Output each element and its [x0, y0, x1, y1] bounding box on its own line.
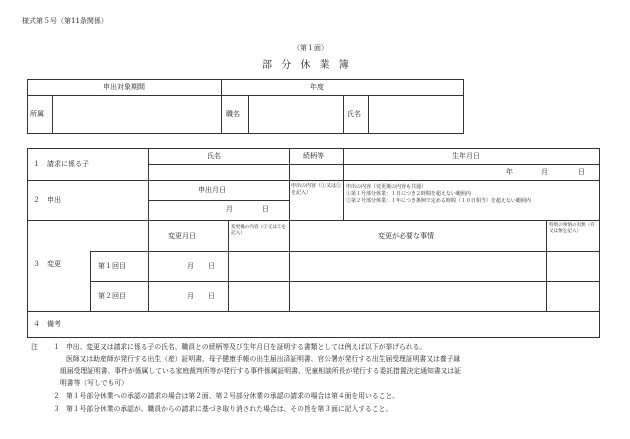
section-1-label: １ 請求に係る子 [33, 160, 89, 168]
birth-day-unit: 日 [578, 168, 585, 176]
section-4-label: ４ 備考 [33, 320, 61, 328]
birth-month-unit: 月 [541, 168, 548, 176]
note-1-line-2: 医師又は助産師が発行する出生（産）証明書、母子健康手帳の出生届出済証明書、官公署が発行する出生届受理証明書又は養子縁 [66, 355, 461, 363]
child-name-header: 氏名 [207, 152, 221, 160]
round-2-label: 第２回目 [98, 292, 126, 300]
round-1-month-unit: 月 [187, 262, 194, 270]
position-label: 職名 [226, 110, 240, 118]
change-content-header: 変更後の内容（①又は②を記入） [231, 225, 287, 236]
note-1-number: １ [53, 343, 60, 351]
note-2-number: ２ [53, 392, 60, 400]
section-3-label: ３ 変更 [33, 260, 61, 268]
round-2-month-unit: 月 [187, 292, 194, 300]
change-date-header: 変更月日 [168, 232, 196, 240]
round-2-day-unit: 日 [208, 292, 215, 300]
round-1-day-unit: 日 [208, 262, 215, 270]
name-label: 氏名 [347, 110, 361, 118]
form-id: 様式第５号（第11条関係） [22, 17, 108, 25]
special-circumstance-header: 特別の事情の有無（有又は無を記入） [549, 223, 595, 234]
dept-label: 所属 [30, 110, 44, 118]
note-3-number: ３ [53, 405, 60, 413]
note-1-line-4: 明書等（写しでも可） [60, 379, 128, 387]
page-label: （第１面） [293, 44, 328, 52]
child-birth-header: 生年月日 [452, 152, 480, 160]
page-title: 部 分 休 業 簿 [262, 60, 352, 71]
content-option-2: ②第２号部分休業：１年につき条例で定める時間（１０日相当）を超えない範囲内 [346, 198, 531, 204]
content-option-1: ①第１号部分休業：１日につき２時間を超えない範囲内 [346, 191, 471, 197]
content-header: 申出の内容（変更後の内容も共通） [346, 184, 427, 190]
apply-month-unit: 月 [226, 205, 233, 213]
main-table [27, 148, 600, 338]
note-2-text: 第１号部分休業への承認の請求の場合は第２面、第２号部分休業の承認の請求の場合は第４面を用いること。 [66, 392, 400, 400]
section-2-label: ２ 申出 [33, 196, 61, 204]
change-reason-header: 変更が必要な事情 [378, 232, 434, 240]
apply-day-unit: 日 [262, 205, 269, 213]
note-1-line-1: 申出、変更又は請求に係る子の氏名、職員との続柄等及び生年月日を証明する書類としては例えば以下が挙げられる。 [66, 343, 427, 351]
year-label: 年度 [310, 83, 324, 91]
note-3-text: 第１号部分休業の承認が、職員からの請求に基づき取り消された場合は、その旨を第３面に記入すること。 [66, 405, 393, 413]
period-label: 申出対象期間 [103, 83, 145, 91]
apply-date-header: 申出月日 [198, 186, 226, 194]
round-1-label: 第１回目 [98, 262, 126, 270]
birth-year-unit: 年 [506, 168, 513, 176]
top-table [27, 79, 464, 134]
apply-content-header: 申出の内容（①又は②を記入） [291, 183, 342, 196]
note-1-line-3: 組届受理証明書、事件が係属している家庭裁判所等が発行する事件係属証明書、児童相談所長が発行する委託措置決定通知書又は証 [60, 367, 462, 375]
child-relation-header: 続柄等 [303, 152, 324, 160]
notes-prefix: 注 [31, 343, 38, 351]
